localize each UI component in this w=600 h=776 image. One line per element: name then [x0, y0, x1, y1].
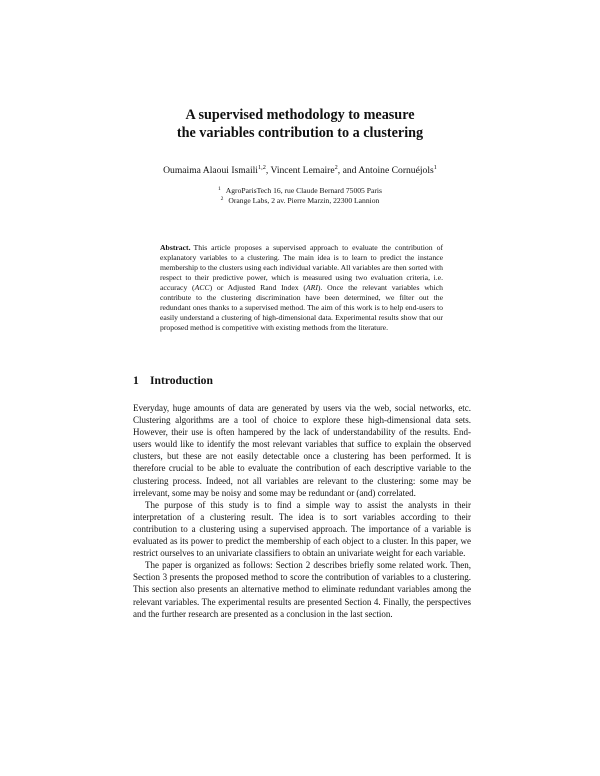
author-list	[0, 165, 600, 177]
section-number: 1	[133, 374, 139, 387]
section-body	[133, 402, 471, 620]
affiliation-number: 1	[218, 186, 221, 192]
abstract-text: This article proposes a supervised approach to evaluate the contribution of explanatory variables to a clustering. The main idea is to learn to predict the instance membership to the clusters using each individual variable. All variables are then sorted with respect to their predictive power, which is measured using two evaluation criteria, i.e. accuracy (	[160, 243, 443, 293]
abstract-label: Abstract.	[160, 243, 191, 252]
author-name: Oumaima Alaoui Ismaili	[163, 165, 258, 176]
abstract-text: ). Once the relevant variables which contribute to the clustering discrimination have been determined, we filter out the redundant ones thanks to a supervised method. The aim of this work is to help end-users to easily understand a clustering of high-dimensional data. Experimental results show that our proposed method is competitive with existing methods from the literature.	[160, 283, 444, 333]
paragraph: Everyday, huge amounts of data are generated by users via the web, social networks, etc. Clustering algorithms are a tool of choice to explore these high-dimensional data sets. However, their use is often hampered by the lack of understandability of the results. End-users would like to identify the most relevant variables that suffice to explain the observed clusters, but these are not easily detectable once a clustering has been performed. It is therefore crucial to be able to evaluate the contribution of each descriptive variable to the clustering process. Indeed, not all variables are relevant to the clustering: some may be irrelevant, some may be noisy and some may be redundant or (and) correlated.	[133, 403, 471, 498]
paragraph: The paper is organized as follows: Section 2 describes briefly some related work. Then, Section 3 presents the proposed method to score the contribution of variables to a clustering. This section also presents an alternative method to eliminate redundant variables among the relevant variables. The experimental results are presented Section 4. Finally, the perspectives and the further research are presented as a conclusion in the last section.	[133, 560, 471, 619]
affiliation-line	[0, 186, 600, 196]
abstract	[160, 243, 443, 333]
affiliations	[0, 186, 600, 206]
affiliation-number: 2	[220, 196, 224, 202]
title-line-2: the variables contribution to a clustering	[176, 125, 424, 141]
affiliation-text: AgroParisTech 16, rue Claude Bernard 75005 Paris	[225, 186, 382, 195]
abstract-text: ) or Adjusted Rand Index (	[209, 283, 306, 293]
section-title: Introduction	[150, 374, 213, 387]
author-affiliation-mark: 1,2	[257, 164, 266, 171]
author-separator: , and	[337, 165, 359, 176]
ari-abbreviation: ARI	[305, 283, 318, 293]
paper-title	[0, 106, 600, 142]
affiliation-text: Orange Labs, 2 av. Pierre Marzin, 22300 Lannion	[228, 196, 380, 205]
author-affiliation-mark: 1	[433, 164, 437, 171]
author-name: Antoine Cornuéjols	[358, 165, 434, 176]
acc-abbreviation: ACC	[194, 283, 210, 293]
author-separator: ,	[265, 165, 271, 176]
title-line-1: A supervised methodology to measure	[185, 107, 415, 123]
paragraph: The purpose of this study is to find a simple way to assist the analysts in their interpretation of a clustering result. The idea is to sort variables according to their contribution to a clustering using a supervised approach. The importance of a variable is evaluated as its power to predict the membership of each object to a cluster. In this paper, we restrict ourselves to an univariate classifiers to obtain an univariate weight for each variable.	[133, 499, 471, 559]
affiliation-line	[0, 196, 600, 206]
section-heading	[133, 374, 213, 388]
author-affiliation-mark: 2	[334, 164, 338, 171]
author-name: Vincent Lemaire	[270, 165, 335, 176]
